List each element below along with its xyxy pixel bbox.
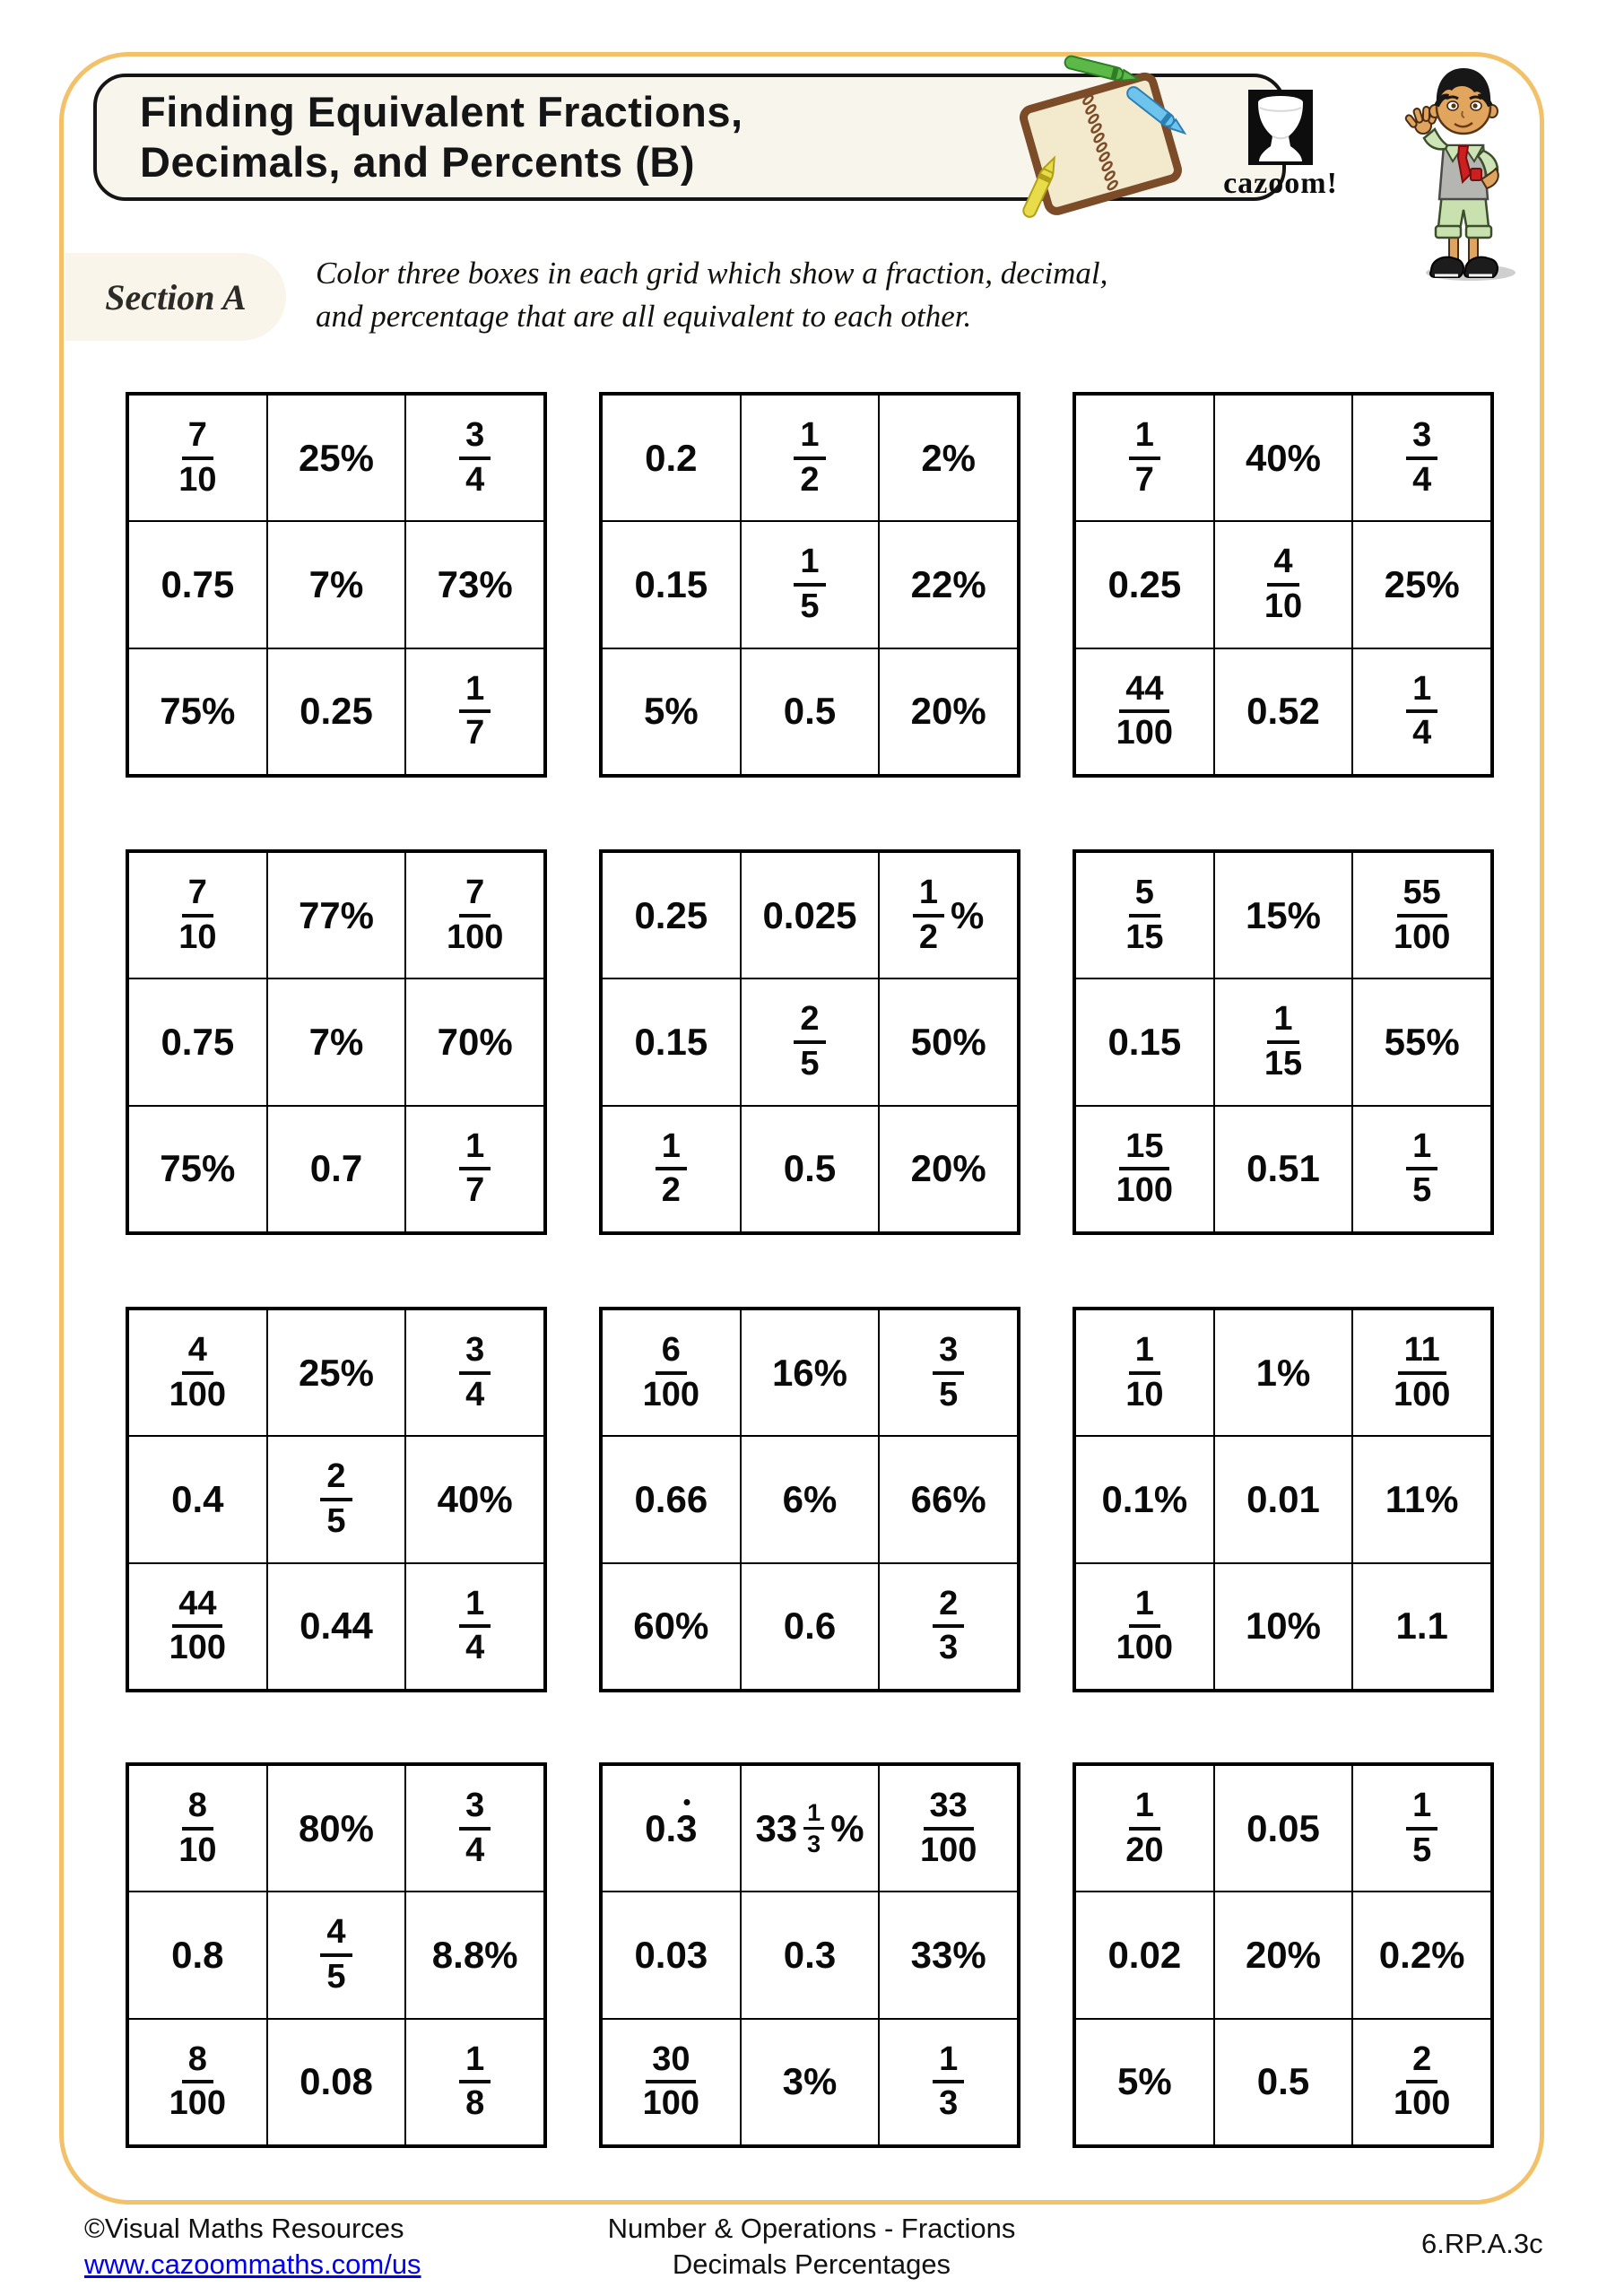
grid-12 [1073,1762,1494,2148]
grid-10 [126,1762,547,2148]
grid-8-cell-9[interactable] [879,1563,1018,1690]
grid-5-cell-1[interactable] [602,852,741,978]
cell-value: 0.1% [1101,1477,1188,1520]
grid-9-cell-7[interactable] [1075,1563,1214,1690]
grid-3-cell-5[interactable] [1214,521,1353,648]
grid-3-cell-1[interactable] [1075,395,1214,521]
fraction-value: $\frac{1}{4}$ [459,1586,491,1668]
footer-topic-line-2: Decimals Percentages [672,2248,951,2280]
cell-value: 77% [298,893,375,936]
grid-9 [1073,1307,1494,1692]
fraction-value: $\frac{7}{10}$ [178,873,217,956]
grid-1-cell-9[interactable] [405,648,544,775]
fraction-value: $\frac{33}{100}$ [919,1786,977,1869]
cell-value: 0.2% [1378,1933,1465,1976]
grid-10-cell-5[interactable] [267,1892,406,2018]
cell-value: 25% [298,1351,375,1394]
grid-7-cell-5[interactable] [267,1436,406,1562]
grid-10-cell-9[interactable] [405,2019,544,2145]
grid-11-cell-9[interactable] [879,2019,1018,2145]
grid-6-cell-7[interactable] [1075,1106,1214,1232]
grid-9-cell-2[interactable] [1214,1309,1353,1436]
grid-5-cell-8[interactable] [741,1106,880,1232]
fraction-value: $\frac{4}{100}$ [169,1330,227,1413]
standard-code: 6.RP.A.3c [1421,2228,1543,2259]
cell-value: 0.75 [161,1020,235,1063]
grid-9-cell-8[interactable] [1214,1563,1353,1690]
grid-11-cell-2[interactable] [741,1765,880,1892]
grid-2-cell-5[interactable] [741,521,880,648]
grid-4-cell-2[interactable] [267,852,406,978]
fraction-value: $\frac{2}{100}$ [1393,2039,1451,2123]
grid-2-cell-1[interactable] [602,395,741,521]
grid-2-cell-3[interactable] [879,395,1018,521]
cell-value: 0.15 [1107,1020,1182,1063]
fraction-value: $\frac{5}{15}$ [1125,873,1164,956]
fraction-value: $\frac{15}{100}$ [1116,1126,1174,1210]
cell-value: 0.52 [1246,690,1320,733]
instruction-line-2: and percentage that are all equivalent to each other. [316,298,972,334]
fraction-value: $\frac{44}{100}$ [1116,669,1174,752]
grid-3-cell-3[interactable] [1352,395,1491,521]
cazoom-link[interactable]: www.cazoommaths.com/us [84,2248,421,2280]
grid-3-cell-4[interactable] [1075,521,1214,648]
grid-5-cell-6[interactable] [879,978,1018,1105]
instruction-line-1: Color three boxes in each grid which show a fraction, decimal, [316,256,1108,291]
cell-value: 0.75 [161,562,235,605]
fraction-value: $\frac{44}{100}$ [169,1584,227,1667]
grid-1-cell-8[interactable] [267,648,406,775]
cell-value: 16% [771,1351,848,1394]
grid-10-cell-2[interactable] [267,1765,406,1892]
cell-value: 40% [1245,436,1322,479]
cell-value: 8.8% [431,1933,518,1976]
cell-value: 0.44 [300,1605,373,1648]
cell-value: 0.8 [171,1933,224,1976]
grid-2 [599,392,1020,778]
grid-11-cell-4[interactable] [602,1892,741,2018]
fraction-value: $\frac{1}{20}$ [1125,1786,1164,1869]
grid-5-cell-3[interactable] [879,852,1018,978]
fraction-value: $\frac{3}{4}$ [459,1787,491,1870]
grid-5-cell-2[interactable] [741,852,880,978]
grid-5-cell-5[interactable] [741,978,880,1105]
grid-9-cell-6[interactable] [1352,1436,1491,1562]
grid-5-cell-9[interactable] [879,1106,1018,1232]
cell-value: 0.2 [645,436,698,479]
grid-5-cell-4[interactable] [602,978,741,1105]
cell-value: 0.03 [634,1933,708,1976]
cell-value: 7% [308,562,364,605]
grid-1-cell-5[interactable] [267,521,406,648]
grid-7-cell-4[interactable] [128,1436,267,1562]
cell-value: 0.4 [171,1477,224,1520]
fraction-value: $\frac{1}{7}$ [459,671,491,753]
cell-value: 0.25 [300,690,373,733]
cell-value: 3% [782,2060,838,2103]
cell-value: 0.08 [300,2060,373,2103]
grid-6 [1073,849,1494,1235]
cell-value: 0.6 [783,1605,837,1648]
fraction-value: $\frac{8}{10}$ [178,1786,217,1869]
fraction-value: $\frac{1}{15}$ [1264,1000,1303,1083]
fraction-value: $\frac{1}{5}$ [794,544,825,626]
grid-7 [126,1307,547,1692]
grid-8-cell-4[interactable] [602,1436,741,1562]
grid-10-cell-4[interactable] [128,1892,267,2018]
fraction-percent-value: $\frac{1}{2}$ % [913,874,985,957]
grid-10-cell-1[interactable] [128,1765,267,1892]
cell-value: 33% [910,1933,986,1976]
grid-3-cell-6[interactable] [1352,521,1491,648]
grid-9-cell-4[interactable] [1075,1436,1214,1562]
fraction-value: $\frac{4}{5}$ [320,1914,352,1996]
grid-6-cell-1[interactable] [1075,852,1214,978]
cell-value: 0.7 [309,1147,363,1190]
grid-6-cell-4[interactable] [1075,978,1214,1105]
cell-value: 0.025 [762,893,857,936]
recurring-decimal-value: 0.3 [645,1806,698,1849]
grid-4-cell-9[interactable] [405,1106,544,1232]
grid-7-cell-6[interactable] [405,1436,544,1562]
cell-value: 0.66 [634,1477,708,1520]
grid-6-cell-2[interactable] [1214,852,1353,978]
grid-2-cell-7[interactable] [602,648,741,775]
fraction-value: $\frac{1}{7}$ [1129,417,1160,500]
grid-11-cell-3[interactable] [879,1765,1018,1892]
cell-value: 22% [910,562,986,605]
cell-value: 60% [633,1605,709,1648]
cell-value: 25% [298,436,375,479]
cell-value: 0.25 [1107,562,1182,605]
cell-value: 6% [782,1477,838,1520]
cell-value: 0.01 [1246,1477,1320,1520]
grid-8-cell-5[interactable] [741,1436,880,1562]
cell-value: 0.51 [1246,1147,1320,1190]
page-title-line-1: Finding Equivalent Fractions, [140,87,743,135]
grid-6-cell-8[interactable] [1214,1106,1353,1232]
grid-3-cell-7[interactable] [1075,648,1214,775]
fraction-value: $\frac{8}{100}$ [169,2039,227,2123]
grid-1-cell-1[interactable] [128,395,267,521]
grid-3 [1073,392,1494,778]
grid-11-cell-1[interactable] [602,1765,741,1892]
cell-value: 0.3 [783,1933,837,1976]
grid-11-cell-5[interactable] [741,1892,880,2018]
cell-value: 75% [160,1147,236,1190]
grid-2-cell-8[interactable] [741,648,880,775]
grid-3-cell-8[interactable] [1214,648,1353,775]
grid-4-cell-8[interactable] [267,1106,406,1232]
grid-10-cell-3[interactable] [405,1765,544,1892]
section-a-text: Section A [105,276,247,317]
cazoom-logo-text: cazoom! [1223,167,1338,200]
grid-1-cell-6[interactable] [405,521,544,648]
grid-4-cell-4[interactable] [128,978,267,1105]
cell-value: 5% [1116,2060,1172,2103]
fraction-value: $\frac{1}{10}$ [1125,1330,1164,1413]
grid-6-cell-9[interactable] [1352,1106,1491,1232]
grid-7-cell-7[interactable] [128,1563,267,1690]
fraction-value: $\frac{3}{4}$ [1406,417,1437,500]
mixed-number-percent-value: 33 $\frac{1}{3}$ % [755,1799,864,1857]
cell-value: 73% [437,562,513,605]
grid-11-cell-7[interactable] [602,2019,741,2145]
fraction-value: $\frac{1}{5}$ [1406,1128,1437,1211]
cell-value: 40% [437,1477,513,1520]
cell-value: 10% [1245,1605,1322,1648]
grid-12-cell-2[interactable] [1214,1765,1353,1892]
page-title-line-2: Decimals, and Percents (B) [140,138,695,186]
grid-8-cell-3[interactable] [879,1309,1018,1436]
cell-value: 0.25 [634,893,708,936]
grid-11 [599,1762,1020,2148]
grid-8-cell-1[interactable] [602,1309,741,1436]
fraction-value: $\frac{1}{3}$ [803,1800,824,1857]
fraction-value: $\frac{3}{4}$ [459,417,491,500]
cell-value: 75% [160,690,236,733]
grid-4-cell-7[interactable] [128,1106,267,1232]
grid-12-cell-6[interactable] [1352,1892,1491,2018]
fraction-value: $\frac{1}{2}$ [794,417,825,500]
fraction-value: $\frac{3}{4}$ [459,1332,491,1414]
cell-value: 25% [1384,562,1460,605]
grid-3-cell-2[interactable] [1214,395,1353,521]
fraction-value: $\frac{1}{2}$ [913,874,944,957]
fraction-value: $\frac{30}{100}$ [642,2039,700,2123]
fraction-value: $\frac{7}{100}$ [446,873,504,956]
grid-12-cell-4[interactable] [1075,1892,1214,2018]
grid-9-cell-5[interactable] [1214,1436,1353,1562]
grid-6-cell-3[interactable] [1352,852,1491,978]
grid-4-cell-5[interactable] [267,978,406,1105]
grid-4-cell-6[interactable] [405,978,544,1105]
grid-12-cell-7[interactable] [1075,2019,1214,2145]
cell-value: 7% [308,1020,364,1063]
grid-10-cell-8[interactable] [267,2019,406,2145]
fraction-value: $\frac{4}{10}$ [1264,543,1303,625]
fraction-value: $\frac{2}{3}$ [933,1586,964,1668]
fraction-value: $\frac{55}{100}$ [1393,873,1451,956]
grid-8 [599,1307,1020,1692]
footer-left [84,2211,421,2282]
grid-6-cell-6[interactable] [1352,978,1491,1105]
grid-1-cell-4[interactable] [128,521,267,648]
grid-3-cell-9[interactable] [1352,648,1491,775]
grid-8-cell-2[interactable] [741,1309,880,1436]
cell-value: 20% [910,690,986,733]
grid-9-cell-1[interactable] [1075,1309,1214,1436]
grid-9-cell-3[interactable] [1352,1309,1491,1436]
fraction-value: $\frac{1}{3}$ [933,2041,964,2124]
fraction-value: $\frac{1}{8}$ [459,2041,491,2124]
grid-6-cell-5[interactable] [1214,978,1353,1105]
grid-11-cell-8[interactable] [741,2019,880,2145]
cell-value: 0.05 [1246,1806,1320,1849]
cell-value: 0.15 [634,562,708,605]
cell-value: 66% [910,1477,986,1520]
cell-value: 0.5 [783,690,837,733]
cell-value: 80% [298,1806,375,1849]
grid-2-cell-2[interactable] [741,395,880,521]
fraction-value: $\frac{7}{10}$ [178,415,217,499]
cell-value: 20% [1245,1933,1322,1976]
fraction-value: $\frac{1}{4}$ [1406,671,1437,753]
footer-topic-line-1: Number & Operations - Fractions [607,2213,1016,2244]
grid-1 [126,392,547,778]
grid-8-cell-7[interactable] [602,1563,741,1690]
cell-value: 5% [643,690,699,733]
grid-12-cell-8[interactable] [1214,2019,1353,2145]
grid-1-cell-7[interactable] [128,648,267,775]
cell-value: 2% [921,436,977,479]
cell-value: 55% [1384,1020,1460,1063]
cell-value: 0.5 [783,1147,837,1190]
cell-value: 1% [1255,1351,1311,1394]
grid-10-cell-7[interactable] [128,2019,267,2145]
grid-12-cell-3[interactable] [1352,1765,1491,1892]
grid-5 [599,849,1020,1235]
grid-2-cell-9[interactable] [879,648,1018,775]
cell-value: 0.02 [1107,1933,1182,1976]
grid-7-cell-8[interactable] [267,1563,406,1690]
grid-1-cell-3[interactable] [405,395,544,521]
cell-value: 15% [1245,893,1322,936]
grid-2-cell-6[interactable] [879,521,1018,648]
grid-7-cell-2[interactable] [267,1309,406,1436]
fraction-value: $\frac{2}{5}$ [794,1001,825,1083]
cell-value: 11% [1385,1477,1459,1520]
footer-center [489,2211,1134,2282]
grid-1-cell-2[interactable] [267,395,406,521]
grid-4 [126,849,547,1235]
grid-8-cell-8[interactable] [741,1563,880,1690]
cell-value: 0.15 [634,1020,708,1063]
grid-12-cell-1[interactable] [1075,1765,1214,1892]
fraction-value: $\frac{1}{7}$ [459,1128,491,1211]
grid-5-cell-7[interactable] [602,1106,741,1232]
grid-7-cell-9[interactable] [405,1563,544,1690]
fraction-value: $\frac{1}{5}$ [1406,1787,1437,1870]
grid-4-cell-3[interactable] [405,852,544,978]
fraction-value: $\frac{11}{100}$ [1393,1330,1451,1413]
grid-12-cell-9[interactable] [1352,2019,1491,2145]
cell-value: 70% [437,1020,513,1063]
fraction-value: $\frac{2}{5}$ [320,1458,352,1541]
grid-11-cell-6[interactable] [879,1892,1018,2018]
grid-4-cell-1[interactable] [128,852,267,978]
grid-12-cell-5[interactable] [1214,1892,1353,2018]
fraction-value: $\frac{6}{100}$ [642,1330,700,1413]
fraction-value: $\frac{3}{5}$ [933,1332,964,1414]
grid-7-cell-3[interactable] [405,1309,544,1436]
fraction-value: $\frac{1}{100}$ [1116,1584,1174,1667]
cell-value: 1.1 [1395,1605,1448,1648]
grid-2-cell-4[interactable] [602,521,741,648]
grid-7-cell-1[interactable] [128,1309,267,1436]
fraction-value: $\frac{1}{2}$ [656,1128,687,1211]
cell-value: 50% [910,1020,986,1063]
grid-10-cell-6[interactable] [405,1892,544,2018]
cell-value: 0.5 [1256,2060,1310,2103]
cell-value: 20% [910,1147,986,1190]
copyright-text: ©Visual Maths Resources [84,2213,404,2244]
grid-8-cell-6[interactable] [879,1436,1018,1562]
grid-9-cell-9[interactable] [1352,1563,1491,1690]
